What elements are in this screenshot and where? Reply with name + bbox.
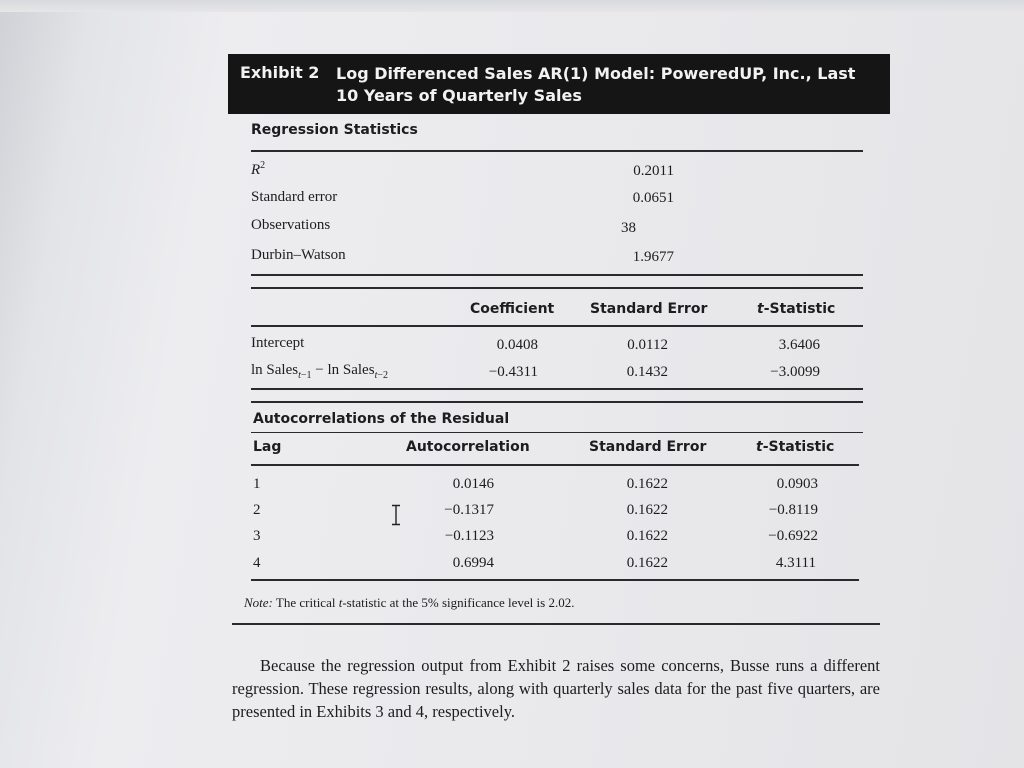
lag-1: 1 [253,476,261,492]
rule-coefficients-top [251,287,863,289]
col-head-t-statistic: t-Statistic [757,301,836,317]
stat-value-durbin-watson: 1.9677 [632,249,674,265]
t-value-lag-sales: −3.0099 [770,364,820,380]
coef-value-lag-sales: −0.4311 [488,364,538,380]
ac-se-1: 0.1622 [626,476,668,492]
autocorrelations-heading: Autocorrelations of the Residual [253,411,510,427]
note-text-b: -statistic at the 5% significance level is 2.02. [342,595,575,610]
ac-se-2: 0.1622 [626,502,668,518]
lag-4: 4 [253,555,261,571]
stat-label-standard-error: Standard error [251,189,338,205]
rule-exhibit-bottom [232,623,880,625]
col-head-autocorrelation: Autocorrelation [406,439,530,455]
rule-autocorr-bottom [251,579,859,581]
stat-value-r2: 0.2011 [633,163,674,179]
autocorr-2: −0.1317 [444,502,494,518]
col-head-ac-t-statistic: t-Statistic [756,439,835,455]
text-cursor-icon [389,504,403,526]
note-t: t [338,595,343,610]
exhibit-header [228,54,890,114]
exhibit-title: Log Differenced Sales AR(1) Model: PoweredUP, Inc., Last 10 Years of Quarterly Sales [336,64,856,105]
note-prefix: Note: [244,595,273,610]
se-value-lag-sales: 0.1432 [626,364,668,380]
rule-coefficients-header [251,325,863,327]
col-head-standard-error: Standard Error [590,301,708,317]
ac-se-4: 0.1622 [626,555,668,571]
autocorr-1: 0.0146 [452,476,494,492]
stat-label-r2: $R^2$ [251,160,266,178]
ac-t-3: −0.6922 [768,528,818,544]
stat-label-observations: Observations [251,217,331,233]
coef-value-intercept: 0.0408 [496,337,538,353]
ac-t-4: 4.3111 [775,555,816,571]
regression-statistics-heading: Regression Statistics [251,122,418,138]
rule-coefficients-bottom [251,388,863,390]
se-value-intercept: 0.0112 [627,337,668,353]
table-note [244,595,574,611]
col-head-ac-standard-error: Standard Error [589,439,707,455]
ac-t-2: −0.8119 [768,502,818,518]
rule-autocorr-top [251,401,863,403]
stat-label-durbin-watson: Durbin–Watson [251,247,346,263]
rule-regression-top [251,150,863,152]
ac-t-1: 0.0903 [776,476,818,492]
stat-value-observations: 38 [621,220,636,236]
note-text-a: The critical [272,595,339,610]
autocorr-4: 0.6994 [452,555,494,571]
rule-autocorr-header [251,464,859,466]
ac-se-3: 0.1622 [626,528,668,544]
col-head-lag: Lag [253,439,282,455]
lag-3: 3 [253,528,261,544]
rule-autocorr-heading [251,432,863,433]
t-value-intercept: 3.6406 [778,337,820,353]
coef-label-lag-sales: ln Sales$_{t-1}$ − ln Sales$_{t-2}$ [251,362,388,381]
autocorr-3: −0.1123 [444,528,494,544]
stat-value-standard-error: 0.0651 [632,190,674,206]
body-paragraph: Because the regression output from Exhibit 2 raises some concerns, Busse runs a different regression. These regression results, along with quarterly sales data for the past five quarters, are presented in Exhibits 3 and 4, respectively. [232,656,880,721]
col-head-coefficient: Coefficient [470,301,555,317]
exhibit-label: Exhibit 2 [240,63,320,82]
lag-2: 2 [253,502,261,518]
coef-label-intercept: Intercept [251,335,305,351]
page-top-edge [0,0,1024,12]
rule-regression-bottom [251,274,863,276]
